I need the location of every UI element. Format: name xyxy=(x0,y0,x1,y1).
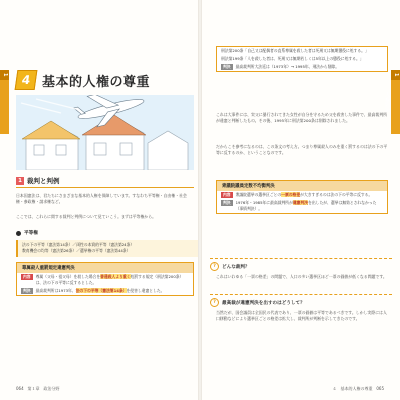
section-title: 裁判と判例 xyxy=(27,177,60,185)
case-tag: 判決 xyxy=(23,288,31,293)
case-title: 衆議院議員定数不均衡判決 xyxy=(217,181,387,191)
qa-divider xyxy=(210,258,392,260)
intro-paragraph-2: ここでは、これらに関する裁判と判例について見ていこう。まずは平等権から。 xyxy=(16,214,156,219)
question-text: 最高裁が違憲判決を出すのはどうして？ xyxy=(222,300,305,306)
right-side-tab xyxy=(384,70,400,134)
case-tag: 判決 xyxy=(223,200,231,205)
page-number: 064 xyxy=(16,386,24,391)
case-row xyxy=(17,287,193,295)
right-page xyxy=(202,0,400,400)
case-tag: 内容 xyxy=(23,274,31,279)
left-page xyxy=(0,0,198,400)
case-box-vote-disparity xyxy=(216,180,388,214)
section-number: 1 xyxy=(16,177,24,185)
question-text: どんな裁判？ xyxy=(222,264,250,270)
answer-1: これはいわゆる「一票の格差」の問題で、人口の多い選挙区ほど一票の価値が低くなる問題です。 xyxy=(216,274,387,279)
verdict-row xyxy=(217,63,387,71)
case-row xyxy=(17,273,193,287)
rights-list xyxy=(16,240,198,257)
statute-row: 刑法第200条「自己又は配偶者の直系尊属を殺した者は死刑又は無期懲役に処する。」 xyxy=(221,48,369,53)
question-icon: ? xyxy=(210,262,219,271)
left-folio xyxy=(16,386,59,392)
case-row xyxy=(217,191,387,199)
left-side-tab xyxy=(0,70,9,134)
folio-label: 第１章 政治分野 xyxy=(27,386,60,391)
folio-label: ４ 基本的人権の尊重 xyxy=(332,386,373,391)
bullet-icon xyxy=(16,231,21,236)
case-text: 尊属（父母・祖父母）を殺した場合を普通殺人より重く処罰する規定（刑法第200条）は、法の下の平等に反するとした。 xyxy=(35,274,184,285)
list-item: 法の下の平等（憲法第14条）／両性の本質的平等（憲法第24条） xyxy=(22,242,135,247)
answer-2: 当然だが、国会議員は全国民の代表であり、一票の価値は平等であるべきです。しかし実際には人口移動などにより選挙区ごとの格差は拡大し、裁判所が判断を示してきたのです。 xyxy=(216,310,387,321)
illustration-graphic xyxy=(16,95,194,170)
list-item: 教育機会の均等（憲法第26条）／選挙権の平等（憲法第44条） xyxy=(22,248,131,254)
case-row xyxy=(217,199,387,213)
verdict-text: 最高裁判所大法廷は（1973年）→ 1995年、刑法から削除。 xyxy=(235,64,340,69)
statute-row: 刑法第199条「人を殺した者は、死刑又は無期若しくは5年以上の懲役に処する。」 xyxy=(221,56,364,61)
side-tab-number: 1 xyxy=(391,70,400,80)
qa-divider xyxy=(210,294,392,296)
case-box-sonzoku xyxy=(16,262,194,296)
side-tab-number: 1 xyxy=(0,70,9,80)
page-number: 065 xyxy=(376,386,384,391)
side-tab-label: 人権総論 xyxy=(384,92,390,112)
section-heading xyxy=(16,176,60,185)
case-tag: 内容 xyxy=(223,192,231,197)
question-2 xyxy=(210,298,392,307)
question-1 xyxy=(210,262,392,271)
question-icon: ? xyxy=(210,298,219,307)
intro-paragraph-1: 日本国憲法は、君たちにさまざまな基本的人権を保障しています。すなわち平等権・自由権・社会権・参政権・請求権など。 xyxy=(16,193,187,204)
case-title: 尊属殺人重罰規定違憲判決 xyxy=(17,263,193,273)
chapter-heading xyxy=(16,68,150,92)
subhead-equality xyxy=(16,230,38,236)
body-paragraph-2: だからこそ参考になるのは、この条文の考え方。つまり尊属殺人のみを重く罰するのは法の下の平等に反するのか、ということなのです。 xyxy=(216,144,388,155)
section-rule xyxy=(16,187,194,188)
chapter-number: 4 xyxy=(15,70,38,90)
body-paragraph-1: これは大事件には、実父に暴行されてきた女性が自分を守るため父を殺害した事件で、最高裁判所が違憲と判断したもの。その後、1995年に刑法第200条は削除されました。 xyxy=(216,112,388,123)
verdict-tag: 判決 xyxy=(223,64,231,69)
chapter-title: 基本的人権の尊重 xyxy=(42,74,151,90)
case-text: 1976年・1985年に最高裁判所が違憲判決を出したが、選挙は無効とされなかった（事情判決）。 xyxy=(235,200,377,211)
subhead-label: 平等権 xyxy=(24,231,38,236)
case-text: 最高裁判所は1973年、法の下の平等（憲法第14条）を侵害し違憲とした。 xyxy=(35,288,165,293)
right-folio xyxy=(333,386,384,392)
case-text: 衆議院選挙の選挙区ごとの一票の格差が大きすぎるのは法の下の平等に反する。 xyxy=(235,192,373,197)
airplane-house-illustration xyxy=(16,95,194,170)
statute-quote-box xyxy=(216,46,388,72)
